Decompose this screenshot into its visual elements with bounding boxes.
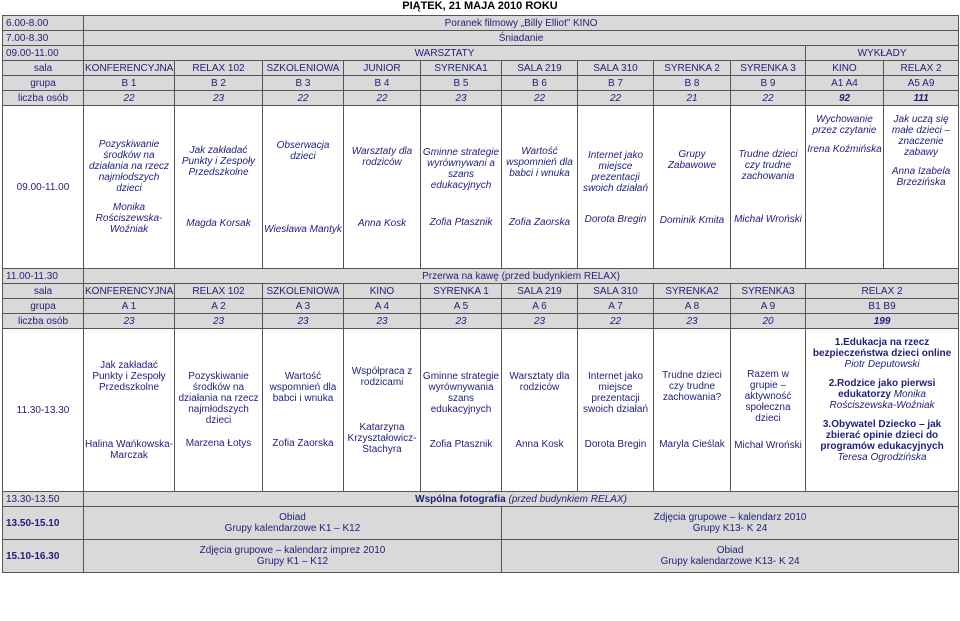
workshop-topic: Pozyskiwanie środków na działania na rzecz najmłodszych dzieci: [178, 371, 259, 426]
sala-cell: KINO: [806, 61, 884, 76]
sala-cell: SYRENKA1: [421, 61, 502, 76]
count-cell: 111: [884, 91, 959, 106]
row-label: grupa: [3, 299, 84, 314]
sala-cell: SYRENKA3: [731, 284, 806, 299]
sala-cell: SALA 310: [578, 61, 654, 76]
workshop-topic: Wartość wspomnień dla babci i wnuka: [269, 371, 337, 404]
sala-cell: JUNIOR: [344, 61, 421, 76]
event-cell: Śniadanie: [84, 31, 959, 46]
lecturer: Monika Rościszewska-Woźniak: [829, 389, 935, 411]
row-label: liczba osób: [3, 91, 84, 106]
row-label: grupa: [3, 76, 84, 91]
count-cell: 22: [578, 91, 654, 106]
lecture-topic: Jak uczą się małe dzieci – znaczenie zabawy: [891, 114, 951, 158]
workshop-topic: Internet jako miejsce prezentacji swoich działań: [582, 149, 649, 194]
time-cell: 13.30-13.50: [3, 492, 84, 507]
row-label: liczba osób: [3, 314, 84, 329]
left-block: [84, 507, 502, 540]
workshop-cell: [421, 106, 502, 269]
grupa-cell: B 6: [502, 76, 578, 91]
time-cell: 6.00-8.00: [3, 16, 84, 31]
workshop-leader: Zofia Ptasznik: [429, 438, 493, 450]
workshop-cell: [578, 106, 654, 269]
lecture-title: Rodzice jako pierwsi edukatorzy: [837, 378, 936, 400]
workshop-topic: Gminne strategie wyrównywani a szans edukacyjnych: [422, 146, 500, 191]
grupa-cell: A 9: [731, 299, 806, 314]
workshop-cell: [502, 329, 578, 492]
workshop-leader: Magda Korsak: [186, 218, 251, 229]
workshop-leader: Marzena Łotys: [185, 438, 252, 449]
count-cell: 22: [502, 91, 578, 106]
grupa-cell: A1 A4: [806, 76, 884, 91]
left-line: Zdjęcia grupowe – kalendarz imprez 2010: [199, 545, 386, 556]
lecture-title: Edukacja na rzecz bezpieczeństwa dzieci online: [812, 337, 952, 359]
lecture-number: 1.: [834, 337, 844, 348]
count-cell: 22: [578, 314, 654, 329]
lecture-number: 2.: [828, 378, 838, 389]
break-cell: [84, 269, 959, 284]
grupa-cell: B 9: [731, 76, 806, 91]
left-line: Obiad: [279, 512, 306, 523]
count-cell: 199: [806, 314, 959, 329]
workshop-topic: Razem w grupie – aktywność społeczna dzieci: [744, 369, 792, 424]
count-cell: 22: [731, 91, 806, 106]
workshop-cell: [84, 329, 175, 492]
count-cell: 21: [654, 91, 731, 106]
time-cell: 13.50-15.10: [3, 507, 84, 540]
schedule-table: [2, 15, 959, 573]
workshop-cell: [578, 329, 654, 492]
count-cell: 23: [654, 314, 731, 329]
grupa-cell: B 1: [84, 76, 175, 91]
sala-cell: SALA 310: [578, 284, 654, 299]
workshop-topic: Pozyskiwanie środków na działania na rzecz najmłodszych dzieci: [88, 139, 170, 194]
sala-cell: SALA 219: [502, 284, 578, 299]
workshop-topic: Jak zakładać Punkty i Zespoły Przedszkolne: [92, 359, 166, 393]
workshop-leader: Monika Rościszewska-Woźniak: [95, 202, 163, 235]
workshop-leader: Michał Wroński: [734, 440, 802, 451]
sala-cell: SZKOLENIOWA: [263, 61, 344, 76]
workshop-leader: Wiesława Mantyk: [264, 223, 342, 235]
grupa-cell: A 1: [84, 299, 175, 314]
time-cell: 7.00-8.30: [3, 31, 84, 46]
count-cell: 92: [806, 91, 884, 106]
sala-cell: SYRENKA 3: [731, 61, 806, 76]
time-cell: 15.10-16.30: [3, 540, 84, 573]
sala-cell: RELAX 102: [175, 61, 263, 76]
grupa-cell: A5 A9: [884, 76, 959, 91]
grupa-cell: A 4: [344, 299, 421, 314]
grupa-cell: B 3: [263, 76, 344, 91]
grupa-cell: A 6: [502, 299, 578, 314]
workshop-cell: [502, 106, 578, 269]
workshop-cell: [175, 106, 263, 269]
sala-cell: KINO: [344, 284, 421, 299]
sala-cell: RELAX 102: [175, 284, 263, 299]
workshop-cell: [421, 329, 502, 492]
sala-cell: SYRENKA2: [654, 284, 731, 299]
lecture-cell: [884, 106, 959, 269]
count-cell: 23: [421, 314, 502, 329]
lecture-item: [807, 337, 957, 370]
count-cell: 22: [344, 91, 421, 106]
grupa-cell: A 7: [578, 299, 654, 314]
workshop-cell: [654, 106, 731, 269]
grupa-cell: A 8: [654, 299, 731, 314]
time-cell: 11.00-11.30: [3, 269, 84, 284]
workshop-cell: [344, 106, 421, 269]
workshop-leader: Katarzyna Krzyształowicz-Stachyra: [347, 421, 417, 455]
photo-cell: [84, 492, 959, 507]
workshop-leader: Dominik Kmita: [659, 214, 725, 226]
count-cell: 23: [175, 314, 263, 329]
lecturer: Piotr Deputowski: [844, 359, 920, 370]
time-cell: 09.00-11.00: [3, 46, 84, 61]
workshop-leader: Zofia Ptasznik: [429, 216, 493, 228]
left-line: Grupy kalendarzowe K1 – K12: [224, 523, 361, 534]
count-cell: 23: [175, 91, 263, 106]
grupa-cell: A 5: [421, 299, 502, 314]
lecture-title: Obywatel Dziecko – jak zbierać opinie dzieci do programów edukacyjnych: [820, 419, 944, 452]
workshop-topic: Trudne dzieci czy trudne zachowania: [738, 149, 798, 182]
count-cell: 23: [421, 91, 502, 106]
time-cell: 11.30-13.30: [3, 329, 84, 492]
workshop-cell: [654, 329, 731, 492]
workshop-topic: Gminne strategie wyrównywania szans edukacyjnych: [422, 370, 500, 415]
workshop-cell: [175, 329, 263, 492]
lecture-cell: [806, 106, 884, 269]
grupa-cell: B 5: [421, 76, 502, 91]
sala-cell: RELAX 2: [806, 284, 959, 299]
wyklady-header: WYKŁADY: [806, 46, 959, 61]
lecturer: Irena Koźmińska: [807, 144, 882, 155]
lectures-cell: [806, 329, 959, 492]
workshop-topic: Obserwacja dzieci: [276, 139, 330, 162]
workshop-leader: Dorota Bregin: [584, 213, 647, 225]
right-line: Grupy K13- K 24: [692, 523, 768, 534]
workshop-leader: Zofia Zaorska: [508, 217, 571, 228]
row-label: sala: [3, 61, 84, 76]
page-title: PIĄTEK, 21 MAJA 2010 ROKU: [402, 0, 558, 12]
sala-cell: SALA 219: [502, 61, 578, 76]
count-cell: 23: [502, 314, 578, 329]
workshop-cell: [731, 329, 806, 492]
sala-cell: SZKOLENIOWA: [263, 284, 344, 299]
lecture-number: 3.: [822, 419, 832, 430]
workshop-leader: Anna Kosk: [357, 217, 407, 229]
workshop-topic: Jak zakładać Punkty i Zespoły Przedszkolne: [181, 145, 256, 178]
workshop-cell: [84, 106, 175, 269]
lecture-topic: Wychowanie przez czytanie: [812, 114, 877, 136]
grupa-cell: B 8: [654, 76, 731, 91]
grupa-cell: B 2: [175, 76, 263, 91]
photo-label: Wspólna fotografia: [415, 493, 506, 505]
right-block: [502, 507, 959, 540]
right-line: Zdjęcia grupowe – kalendarz 2010: [653, 512, 807, 523]
workshop-leader: Maryla Cieślak: [659, 439, 725, 450]
lecturer: Anna Izabela Brzezińska: [891, 166, 951, 188]
break-label: Przerwa na kawę: [422, 270, 499, 282]
right-block: [502, 540, 959, 573]
workshop-topic: Wartość wspomnień dla babci i wnuka: [506, 146, 573, 179]
workshop-cell: [731, 106, 806, 269]
left-line: Grupy K1 – K12: [256, 556, 329, 567]
sala-cell: RELAX 2: [884, 61, 959, 76]
grupa-cell: A 3: [263, 299, 344, 314]
workshop-topic: Internet jako miejsce prezentacji swoich działań: [582, 370, 649, 415]
event-cell: Poranek filmowy „Billy Elliot” KINO: [84, 16, 959, 31]
sala-cell: SYRENKA 1: [421, 284, 502, 299]
workshop-leader: Halina Wańkowska-Marczak: [85, 438, 173, 461]
count-cell: 22: [84, 91, 175, 106]
workshop-topic: Warsztaty dla rodziców: [509, 370, 570, 393]
workshop-leader: Michał Wroński: [734, 214, 802, 225]
count-cell: 23: [84, 314, 175, 329]
warsztaty-header: WARSZTATY: [84, 46, 806, 61]
count-cell: 23: [263, 314, 344, 329]
workshop-leader: Zofia Zaorska: [272, 438, 334, 449]
workshop-cell: [263, 106, 344, 269]
sala-cell: KONFERENCYJNA: [85, 62, 174, 74]
row-label: sala: [3, 284, 84, 299]
workshop-leader: Dorota Bregin: [584, 438, 647, 450]
time-cell: 09.00-11.00: [3, 106, 84, 269]
lecture-item: [807, 378, 957, 411]
workshop-cell: [344, 329, 421, 492]
grupa-cell: B1 B9: [806, 299, 959, 314]
workshop-leader: Anna Kosk: [515, 438, 564, 450]
left-block: [84, 540, 502, 573]
workshop-topic: Trudne dzieci czy trudne zachowania?: [662, 370, 722, 403]
count-cell: 22: [263, 91, 344, 106]
right-line: Grupy kalendarzowe K13- K 24: [660, 556, 800, 567]
right-line: Obiad: [716, 545, 744, 556]
sala-cell: SYRENKA 2: [654, 61, 731, 76]
workshop-cell: [263, 329, 344, 492]
lecture-item: [807, 419, 957, 463]
workshop-topic: Grupy Zabawowe: [667, 148, 717, 171]
workshop-topic: Warsztaty dla rodziców: [351, 145, 413, 168]
lecturer: Teresa Ogrodzińska: [837, 452, 927, 463]
count-cell: 20: [731, 314, 806, 329]
grupa-cell: B 7: [578, 76, 654, 91]
break-note: (przed budynkiem RELAX): [501, 270, 620, 282]
grupa-cell: B 4: [344, 76, 421, 91]
count-cell: 23: [344, 314, 421, 329]
sala-cell: KONFERENCYJNA: [85, 285, 174, 297]
photo-note: (przed budynkiem RELAX): [508, 493, 627, 505]
workshop-topic: Współpraca z rodzicami: [351, 365, 413, 388]
grupa-cell: A 2: [175, 299, 263, 314]
